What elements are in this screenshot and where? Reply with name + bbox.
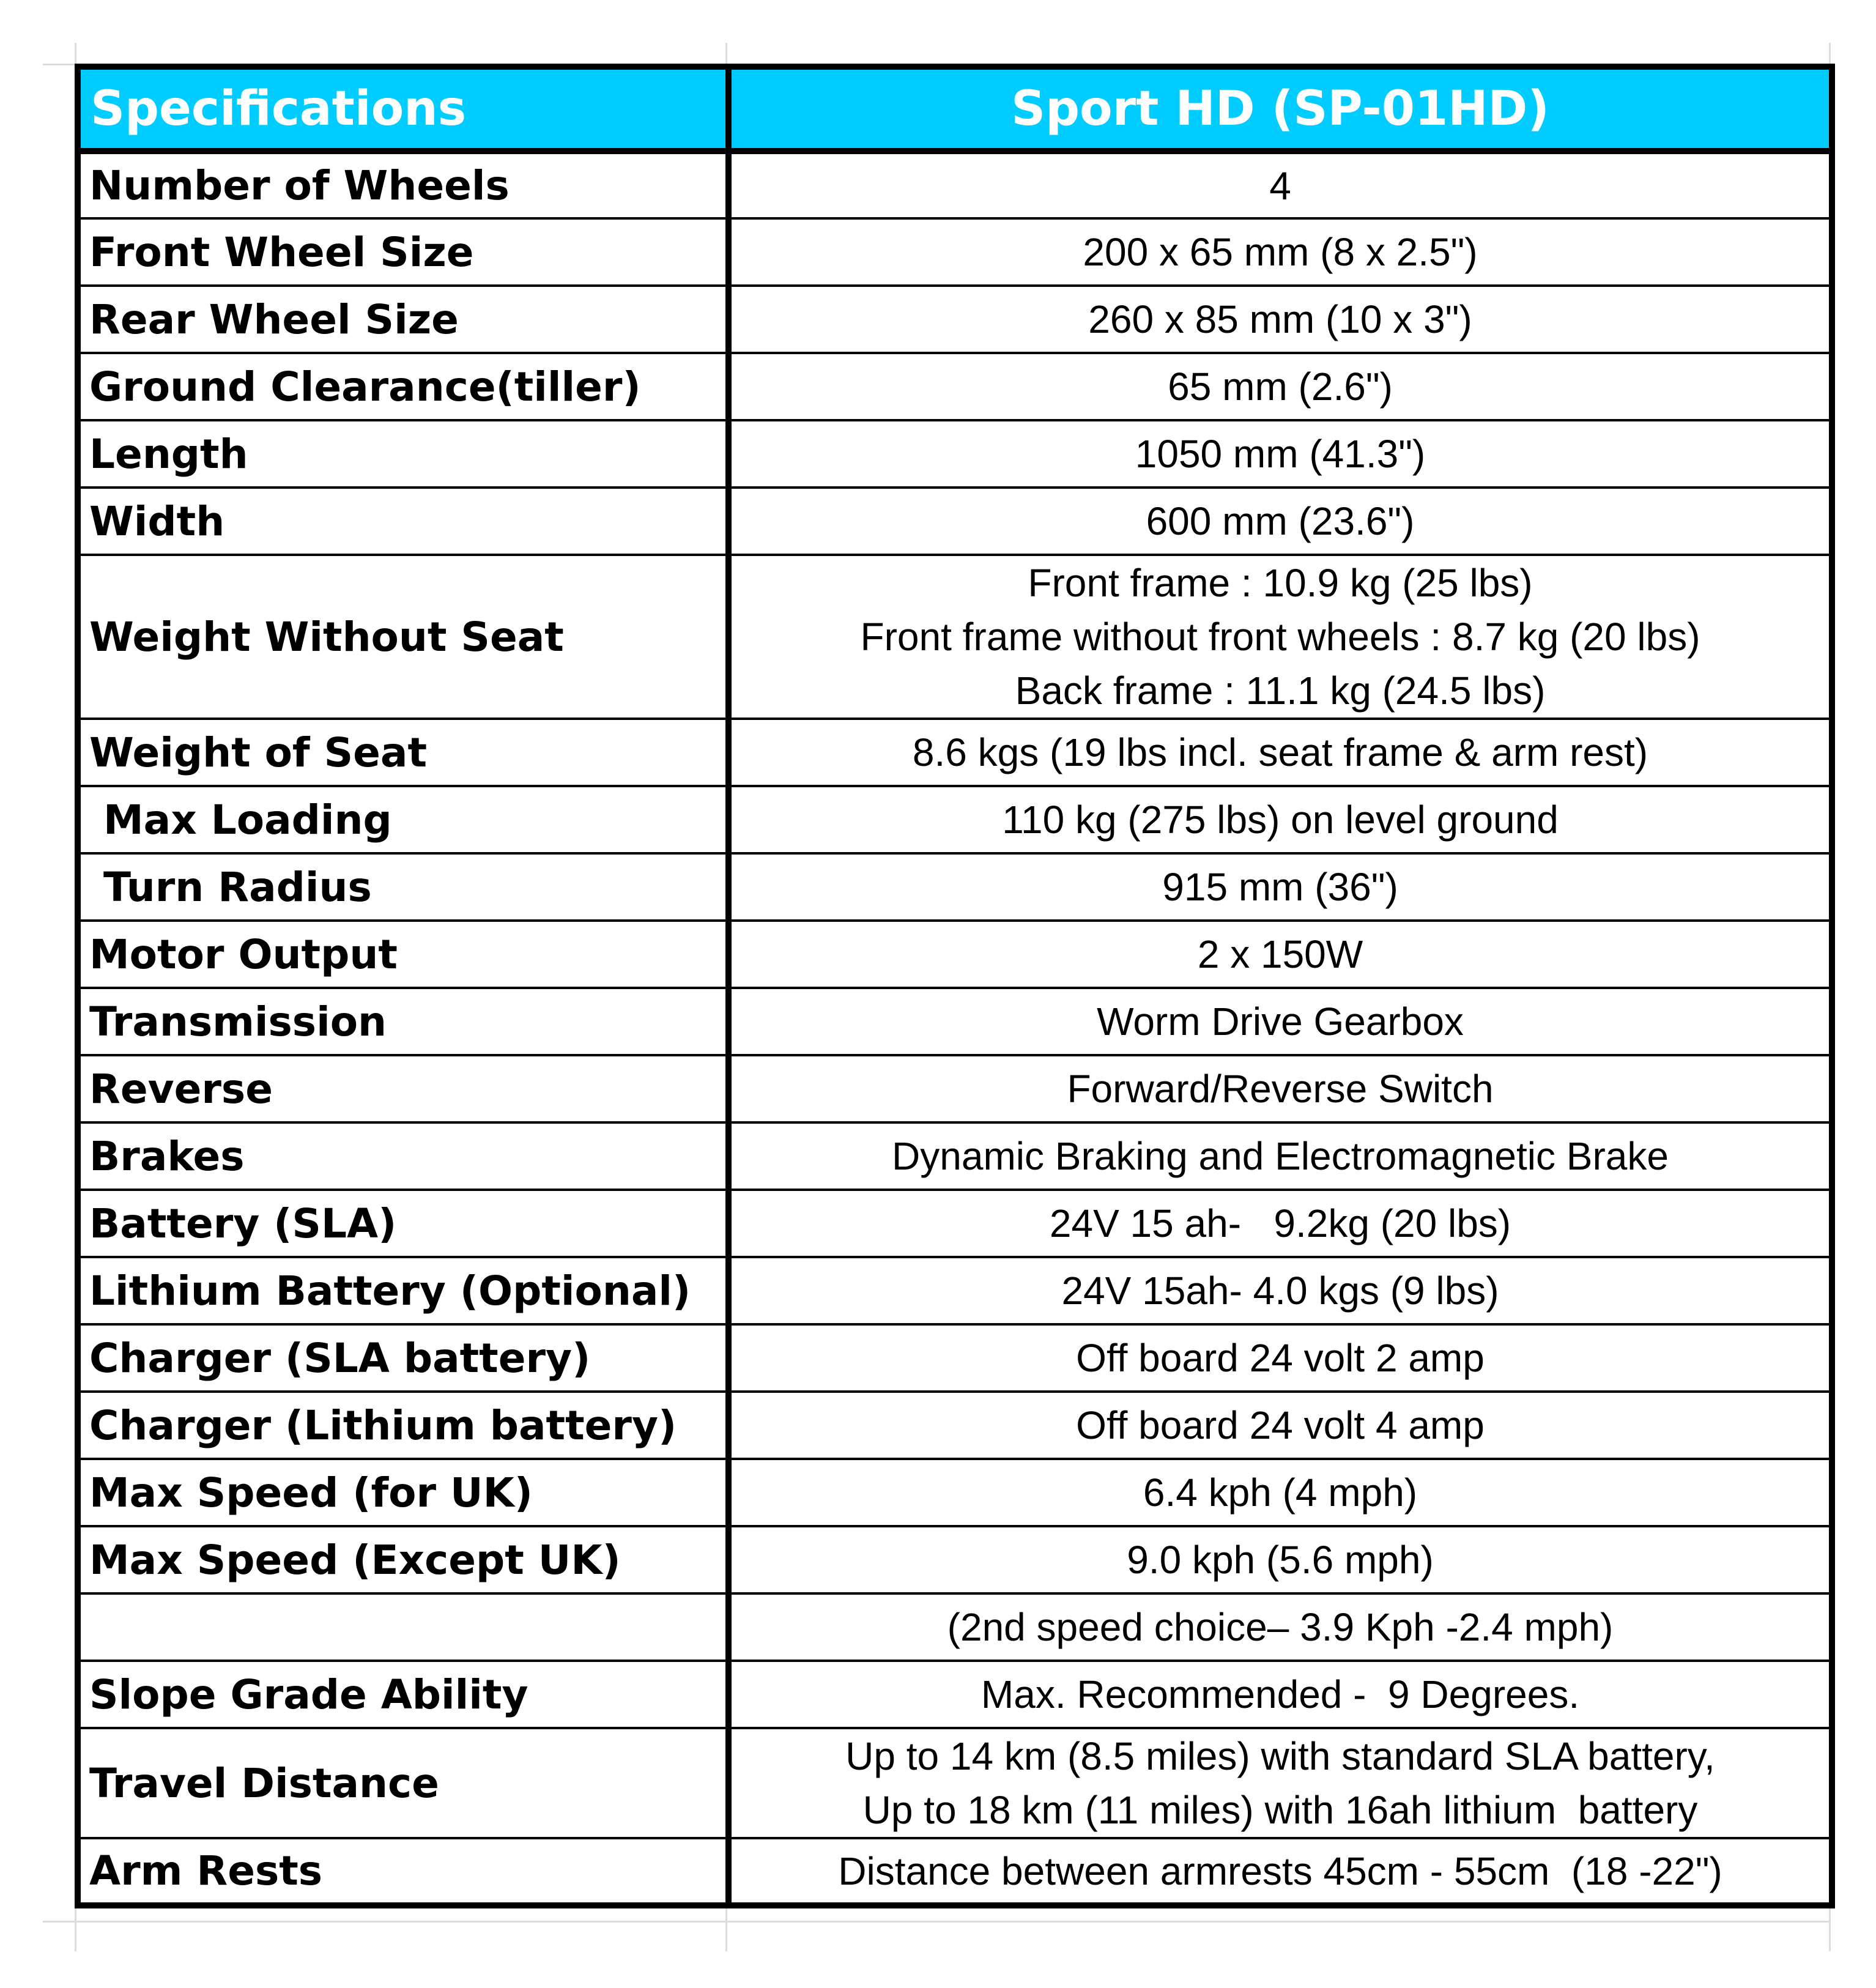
spec-label: Weight of Seat	[78, 719, 729, 786]
spec-row	[78, 1190, 1832, 1257]
spec-value	[729, 488, 1832, 555]
spec-value	[729, 151, 1832, 218]
spec-value-line: 4	[1269, 163, 1291, 208]
spec-row	[78, 1392, 1832, 1459]
header-model: Sport HD (SP-01HD)	[729, 67, 1832, 151]
spec-row	[78, 555, 1832, 719]
spec-value	[729, 921, 1832, 988]
spec-value	[729, 1324, 1832, 1392]
spec-value-line: 9.0 kph (5.6 mph)	[1127, 1538, 1434, 1582]
spec-value-line: 8.6 kgs (19 lbs incl. seat frame & arm rest)	[912, 730, 1648, 774]
spec-label: Slope Grade Ability	[78, 1661, 729, 1728]
spec-label: Turn Radius	[78, 853, 729, 921]
spec-value-line: (2nd speed choice– 3.9 Kph -2.4 mph)	[947, 1605, 1614, 1649]
spec-row	[78, 1661, 1832, 1728]
spec-value	[729, 786, 1832, 853]
spec-row	[78, 1526, 1832, 1593]
spec-label: Arm Rests	[78, 1838, 729, 1905]
spec-value	[729, 1838, 1832, 1905]
spec-value-line: 2 x 150W	[1197, 932, 1363, 976]
spec-table-body	[78, 67, 1832, 1905]
spec-value	[729, 420, 1832, 488]
spec-row	[78, 1055, 1832, 1122]
spec-row	[78, 286, 1832, 353]
spec-value-line: Up to 18 km (11 miles) with 16ah lithium battery	[862, 1788, 1698, 1832]
spec-value	[729, 1190, 1832, 1257]
spec-value-line: Back frame : 11.1 kg (24.5 lbs)	[1015, 669, 1546, 713]
spec-row	[78, 1593, 1832, 1661]
spec-value-line: Up to 14 km (8.5 miles) with standard SLA battery,	[845, 1734, 1715, 1778]
spec-value	[729, 1122, 1832, 1190]
spec-value-line: 24V 15 ah- 9.2kg (20 lbs)	[1049, 1201, 1511, 1245]
spec-row	[78, 151, 1832, 218]
spec-row	[78, 1324, 1832, 1392]
spec-label: Battery (SLA)	[78, 1190, 729, 1257]
spec-value-line: 6.4 kph (4 mph)	[1143, 1471, 1418, 1515]
spec-value-line: 600 mm (23.6")	[1146, 499, 1415, 543]
spec-value-line: 65 mm (2.6")	[1168, 365, 1393, 409]
spec-label: Lithium Battery (Optional)	[78, 1257, 729, 1324]
spec-label: Number of Wheels	[78, 151, 729, 218]
spec-table	[75, 64, 1835, 1908]
spec-value	[729, 218, 1832, 286]
spec-value	[729, 555, 1832, 719]
spec-label	[78, 1593, 729, 1661]
spec-value	[729, 1728, 1832, 1838]
spec-value-line: Off board 24 volt 4 amp	[1076, 1403, 1485, 1447]
spec-label: Reverse	[78, 1055, 729, 1122]
spec-value-line: Front frame without front wheels : 8.7 kg (20 lbs)	[860, 615, 1700, 659]
spec-value	[729, 853, 1832, 921]
spec-label: Max Speed (Except UK)	[78, 1526, 729, 1593]
spec-label: Max Speed (for UK)	[78, 1459, 729, 1526]
spec-label: Charger (SLA battery)	[78, 1324, 729, 1392]
spec-label: Weight Without Seat	[78, 555, 729, 719]
spec-row	[78, 1122, 1832, 1190]
spec-value-line: Worm Drive Gearbox	[1097, 1000, 1464, 1044]
spec-label: Front Wheel Size	[78, 218, 729, 286]
spec-value	[729, 1459, 1832, 1526]
spec-row	[78, 1459, 1832, 1526]
header-specifications: Specifications	[78, 67, 729, 151]
spec-row	[78, 1728, 1832, 1838]
spec-value-line: 24V 15ah- 4.0 kgs (9 lbs)	[1061, 1269, 1499, 1313]
spec-label: Transmission	[78, 988, 729, 1055]
spec-value-line: 110 kg (275 lbs) on level ground	[1002, 798, 1559, 842]
spec-label: Max Loading	[78, 786, 729, 853]
spec-row	[78, 853, 1832, 921]
spec-value-line: 260 x 85 mm (10 x 3")	[1088, 297, 1472, 341]
spec-value	[729, 1055, 1832, 1122]
spec-label: Brakes	[78, 1122, 729, 1190]
spec-row	[78, 921, 1832, 988]
spec-label: Travel Distance	[78, 1728, 729, 1838]
spec-value-line: 200 x 65 mm (8 x 2.5")	[1083, 230, 1478, 274]
spec-row	[78, 719, 1832, 786]
spec-row	[78, 420, 1832, 488]
spec-value	[729, 1661, 1832, 1728]
spec-value	[729, 719, 1832, 786]
spec-value	[729, 1392, 1832, 1459]
spec-row	[78, 1257, 1832, 1324]
spec-value	[729, 1593, 1832, 1661]
spec-row	[78, 488, 1832, 555]
spec-label: Length	[78, 420, 729, 488]
spec-value	[729, 1257, 1832, 1324]
spec-row	[78, 988, 1832, 1055]
spec-value-line: 1050 mm (41.3")	[1135, 432, 1426, 476]
table-header-row	[78, 67, 1832, 151]
spec-label: Motor Output	[78, 921, 729, 988]
spec-label: Rear Wheel Size	[78, 286, 729, 353]
spec-value-line: Forward/Reverse Switch	[1067, 1067, 1494, 1111]
spec-row	[78, 353, 1832, 420]
spec-row	[78, 786, 1832, 853]
spec-label: Charger (Lithium battery)	[78, 1392, 729, 1459]
gridline	[43, 1921, 1829, 1923]
spec-value	[729, 353, 1832, 420]
spec-value-line: Off board 24 volt 2 amp	[1076, 1336, 1485, 1380]
spec-row	[78, 1838, 1832, 1905]
spec-value-line: Distance between armrests 45cm - 55cm (18 -22")	[838, 1849, 1722, 1893]
spec-value	[729, 988, 1832, 1055]
spec-value-line: 915 mm (36")	[1162, 865, 1398, 909]
spec-label: Ground Clearance(tiller)	[78, 353, 729, 420]
spec-row	[78, 218, 1832, 286]
spec-value-line: Dynamic Braking and Electromagnetic Brake	[892, 1134, 1669, 1178]
spec-value	[729, 1526, 1832, 1593]
spec-value-line: Front frame : 10.9 kg (25 lbs)	[1028, 561, 1533, 605]
spec-label: Width	[78, 488, 729, 555]
spec-value	[729, 286, 1832, 353]
spec-value-line: Max. Recommended - 9 Degrees.	[981, 1672, 1580, 1716]
